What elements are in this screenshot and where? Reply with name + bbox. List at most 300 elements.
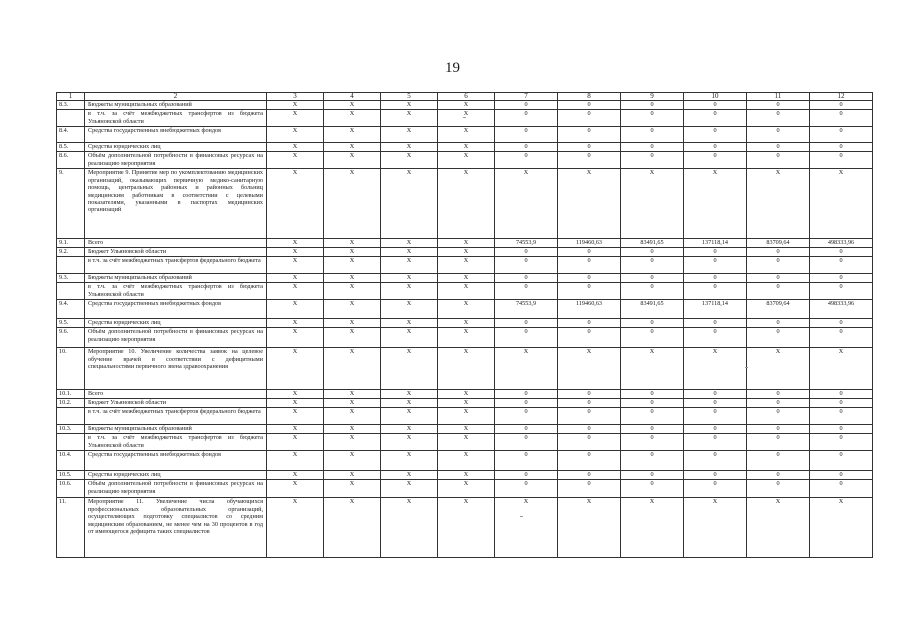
- value-cell: 0: [747, 248, 810, 257]
- value-cell: 0: [558, 328, 621, 348]
- value-cell: 0: [621, 248, 684, 257]
- scan-speck: [463, 117, 466, 118]
- value-cell: X: [267, 399, 324, 408]
- row-name: Бюджеты муниципальных образований: [85, 425, 267, 434]
- value-cell: X: [438, 451, 495, 471]
- table-row: [57, 283, 873, 300]
- value-cell: X: [267, 101, 324, 110]
- value-cell: 0: [810, 143, 873, 152]
- value-cell: X: [381, 257, 438, 274]
- value-cell: X: [324, 239, 381, 248]
- row-name: Объём дополнительной потребности в финансовых ресурсах на реализацию мероприятия: [85, 328, 267, 348]
- value-cell: 0: [810, 274, 873, 283]
- value-cell: 0: [621, 101, 684, 110]
- row-name: Всего: [85, 239, 267, 248]
- value-cell: X: [381, 498, 438, 558]
- value-cell: X: [381, 425, 438, 434]
- value-cell: 83491,65: [621, 300, 684, 319]
- row-name: Всего: [85, 390, 267, 399]
- row-number: 8.3.: [57, 101, 85, 110]
- value-cell: X: [324, 300, 381, 319]
- value-cell: 0: [810, 319, 873, 328]
- value-cell: X: [438, 348, 495, 390]
- value-cell: 0: [621, 471, 684, 480]
- value-cell: 0: [810, 390, 873, 399]
- value-cell: 0: [558, 127, 621, 143]
- value-cell: 0: [621, 319, 684, 328]
- value-cell: 0: [747, 319, 810, 328]
- header-cell: 11: [747, 93, 810, 101]
- value-cell: 0: [684, 408, 747, 425]
- value-cell: X: [438, 390, 495, 399]
- row-number: [57, 408, 85, 425]
- value-cell: X: [381, 248, 438, 257]
- value-cell: 0: [684, 425, 747, 434]
- row-number: 9.6.: [57, 328, 85, 348]
- value-cell: X: [324, 471, 381, 480]
- value-cell: 0: [684, 480, 747, 498]
- row-number: 10.6.: [57, 480, 85, 498]
- value-cell: X: [324, 152, 381, 169]
- value-cell: 0: [558, 101, 621, 110]
- table-row: [57, 471, 873, 480]
- value-cell: 0: [558, 390, 621, 399]
- value-cell: X: [324, 425, 381, 434]
- value-cell: 0: [495, 408, 558, 425]
- value-cell: X: [267, 300, 324, 319]
- row-number: 10.: [57, 348, 85, 390]
- value-cell: X: [381, 152, 438, 169]
- value-cell: X: [267, 143, 324, 152]
- value-cell: 0: [747, 399, 810, 408]
- value-cell: X: [438, 498, 495, 558]
- value-cell: X: [495, 498, 558, 558]
- value-cell: X: [381, 274, 438, 283]
- table-row: [57, 300, 873, 319]
- row-number: [57, 110, 85, 127]
- value-cell: 0: [684, 319, 747, 328]
- table-body: [57, 93, 873, 558]
- row-name: в т.ч. за счёт межбюджетных трансфертов из бюджета Ульяновской области: [85, 283, 267, 300]
- value-cell: X: [558, 169, 621, 239]
- value-cell: 0: [621, 425, 684, 434]
- row-number: 9.3.: [57, 274, 85, 283]
- value-cell: X: [324, 274, 381, 283]
- table-row: [57, 169, 873, 239]
- value-cell: X: [324, 451, 381, 471]
- value-cell: 0: [558, 408, 621, 425]
- value-cell: 0: [684, 451, 747, 471]
- row-number: 9.2.: [57, 248, 85, 257]
- value-cell: X: [381, 239, 438, 248]
- table-row: [57, 257, 873, 274]
- value-cell: 0: [684, 110, 747, 127]
- value-cell: 0: [495, 399, 558, 408]
- value-cell: X: [438, 152, 495, 169]
- table-row: [57, 399, 873, 408]
- header-row: [57, 93, 873, 101]
- row-number: 8.5.: [57, 143, 85, 152]
- funding-table: [56, 92, 873, 558]
- value-cell: X: [747, 498, 810, 558]
- header-cell: 10: [684, 93, 747, 101]
- value-cell: 0: [621, 143, 684, 152]
- value-cell: X: [267, 348, 324, 390]
- value-cell: X: [684, 498, 747, 558]
- value-cell: 0: [495, 451, 558, 471]
- value-cell: 0: [558, 283, 621, 300]
- value-cell: 0: [621, 451, 684, 471]
- value-cell: 0: [810, 110, 873, 127]
- value-cell: X: [267, 425, 324, 434]
- header-cell: 9: [621, 93, 684, 101]
- value-cell: 0: [810, 434, 873, 451]
- value-cell: X: [267, 319, 324, 328]
- value-cell: 0: [495, 110, 558, 127]
- value-cell: 74553,9: [495, 300, 558, 319]
- scan-speck: [745, 367, 748, 368]
- row-number: 10.4.: [57, 451, 85, 471]
- value-cell: X: [381, 348, 438, 390]
- table-row: [57, 498, 873, 558]
- row-name: Бюджеты муниципальных образований: [85, 101, 267, 110]
- row-number: [57, 434, 85, 451]
- value-cell: 0: [684, 152, 747, 169]
- value-cell: 0: [621, 480, 684, 498]
- row-name: Средства юридических лиц: [85, 319, 267, 328]
- value-cell: X: [438, 471, 495, 480]
- value-cell: X: [267, 498, 324, 558]
- value-cell: X: [267, 390, 324, 399]
- value-cell: X: [438, 274, 495, 283]
- value-cell: X: [495, 348, 558, 390]
- value-cell: X: [381, 480, 438, 498]
- row-number: 9.5.: [57, 319, 85, 328]
- value-cell: X: [267, 408, 324, 425]
- value-cell: 0: [747, 390, 810, 399]
- value-cell: 0: [495, 425, 558, 434]
- header-cell: 3: [267, 93, 324, 101]
- value-cell: X: [438, 434, 495, 451]
- value-cell: X: [381, 110, 438, 127]
- value-cell: 0: [747, 283, 810, 300]
- row-name: Средства государственных внебюджетных фондов: [85, 300, 267, 319]
- value-cell: X: [621, 498, 684, 558]
- value-cell: X: [324, 257, 381, 274]
- table-row: [57, 248, 873, 257]
- table-row: [57, 408, 873, 425]
- row-name: Средства юридических лиц: [85, 471, 267, 480]
- value-cell: X: [381, 169, 438, 239]
- value-cell: 0: [495, 143, 558, 152]
- row-name: в т.ч. за счёт межбюджетных трансфертов из бюджета Ульяновской области: [85, 434, 267, 451]
- value-cell: 0: [810, 152, 873, 169]
- value-cell: X: [438, 328, 495, 348]
- value-cell: X: [324, 434, 381, 451]
- value-cell: 0: [810, 101, 873, 110]
- value-cell: X: [324, 498, 381, 558]
- value-cell: X: [324, 101, 381, 110]
- value-cell: X: [438, 169, 495, 239]
- value-cell: X: [438, 248, 495, 257]
- scan-speck: [520, 516, 523, 517]
- row-name: Средства государственных внебюджетных фондов: [85, 127, 267, 143]
- value-cell: 0: [810, 127, 873, 143]
- value-cell: X: [558, 498, 621, 558]
- value-cell: 0: [747, 425, 810, 434]
- value-cell: 0: [747, 143, 810, 152]
- value-cell: X: [381, 319, 438, 328]
- value-cell: X: [267, 328, 324, 348]
- value-cell: X: [747, 348, 810, 390]
- value-cell: X: [438, 101, 495, 110]
- row-number: 10.2.: [57, 399, 85, 408]
- value-cell: 0: [558, 257, 621, 274]
- table-row: [57, 451, 873, 471]
- value-cell: 0: [747, 257, 810, 274]
- header-cell: 1: [57, 93, 85, 101]
- value-cell: X: [267, 480, 324, 498]
- value-cell: X: [267, 248, 324, 257]
- value-cell: X: [438, 425, 495, 434]
- row-number: 11.: [57, 498, 85, 558]
- value-cell: 0: [558, 143, 621, 152]
- header-cell: 4: [324, 93, 381, 101]
- value-cell: X: [381, 451, 438, 471]
- value-cell: X: [381, 328, 438, 348]
- header-cell: 7: [495, 93, 558, 101]
- table-row: [57, 274, 873, 283]
- value-cell: X: [810, 169, 873, 239]
- value-cell: X: [438, 143, 495, 152]
- value-cell: X: [324, 408, 381, 425]
- value-cell: 0: [621, 257, 684, 274]
- table-row: [57, 110, 873, 127]
- value-cell: 137118,14: [684, 300, 747, 319]
- value-cell: X: [438, 319, 495, 328]
- value-cell: 0: [495, 471, 558, 480]
- value-cell: 0: [684, 471, 747, 480]
- value-cell: 0: [495, 319, 558, 328]
- value-cell: 0: [810, 283, 873, 300]
- value-cell: X: [324, 127, 381, 143]
- value-cell: 0: [747, 274, 810, 283]
- value-cell: 0: [684, 434, 747, 451]
- value-cell: 0: [495, 274, 558, 283]
- value-cell: 0: [810, 328, 873, 348]
- value-cell: X: [324, 480, 381, 498]
- value-cell: 0: [558, 399, 621, 408]
- value-cell: 0: [495, 127, 558, 143]
- row-number: 10.5.: [57, 471, 85, 480]
- table-row: [57, 101, 873, 110]
- row-number: [57, 283, 85, 300]
- value-cell: 0: [558, 319, 621, 328]
- value-cell: 0: [621, 390, 684, 399]
- value-cell: 0: [495, 248, 558, 257]
- table-row: [57, 425, 873, 434]
- table-row: [57, 480, 873, 498]
- header-cell: 12: [810, 93, 873, 101]
- value-cell: 0: [684, 283, 747, 300]
- value-cell: 0: [558, 471, 621, 480]
- value-cell: X: [381, 434, 438, 451]
- header-cell: 5: [381, 93, 438, 101]
- value-cell: 0: [684, 390, 747, 399]
- value-cell: 0: [621, 328, 684, 348]
- header-cell: 8: [558, 93, 621, 101]
- value-cell: 0: [747, 152, 810, 169]
- value-cell: X: [438, 257, 495, 274]
- value-cell: X: [381, 408, 438, 425]
- value-cell: 0: [621, 152, 684, 169]
- value-cell: 0: [621, 408, 684, 425]
- value-cell: 0: [684, 127, 747, 143]
- value-cell: X: [381, 471, 438, 480]
- value-cell: X: [381, 390, 438, 399]
- value-cell: X: [747, 169, 810, 239]
- value-cell: 498333,96: [810, 300, 873, 319]
- value-cell: 119460,63: [558, 239, 621, 248]
- value-cell: X: [267, 434, 324, 451]
- value-cell: 0: [558, 248, 621, 257]
- value-cell: 74553,9: [495, 239, 558, 248]
- value-cell: 0: [495, 152, 558, 169]
- value-cell: 0: [621, 127, 684, 143]
- value-cell: 0: [621, 110, 684, 127]
- value-cell: 0: [747, 127, 810, 143]
- table-row: [57, 152, 873, 169]
- table-row: [57, 434, 873, 451]
- value-cell: X: [810, 498, 873, 558]
- row-number: 9.: [57, 169, 85, 239]
- row-name: Бюджет Ульяновской области: [85, 399, 267, 408]
- table-row: [57, 143, 873, 152]
- value-cell: X: [381, 127, 438, 143]
- page-number: 19: [445, 60, 460, 76]
- value-cell: X: [438, 127, 495, 143]
- value-cell: X: [381, 399, 438, 408]
- table-row: [57, 239, 873, 248]
- row-name: Мероприятие 11. Увеличение числа обучающихся профессиональных образовательных организаций, осуществляющих подготовку специалистов со средним медицинским образованием, не менее чем на 30 процентов в год от имеющегося дефицита таких специалистов: [85, 498, 267, 558]
- value-cell: X: [267, 471, 324, 480]
- row-name: в т.ч. за счёт межбюджетных трансфертов федерального бюджета: [85, 408, 267, 425]
- value-cell: X: [267, 169, 324, 239]
- value-cell: X: [381, 283, 438, 300]
- value-cell: X: [438, 239, 495, 248]
- table-row: [57, 319, 873, 328]
- value-cell: X: [381, 143, 438, 152]
- value-cell: X: [558, 348, 621, 390]
- value-cell: 0: [558, 110, 621, 127]
- value-cell: 0: [684, 328, 747, 348]
- table-row: [57, 348, 873, 390]
- row-number: 10.3.: [57, 425, 85, 434]
- value-cell: 0: [684, 248, 747, 257]
- value-cell: X: [684, 169, 747, 239]
- value-cell: 0: [684, 274, 747, 283]
- value-cell: X: [324, 283, 381, 300]
- table-row: [57, 390, 873, 399]
- value-cell: X: [324, 319, 381, 328]
- value-cell: 83709,64: [747, 239, 810, 248]
- value-cell: X: [810, 348, 873, 390]
- row-name: Средства государственных внебюджетных фондов: [85, 451, 267, 471]
- value-cell: 0: [747, 451, 810, 471]
- value-cell: 0: [558, 152, 621, 169]
- value-cell: X: [621, 348, 684, 390]
- value-cell: X: [267, 110, 324, 127]
- value-cell: 0: [558, 274, 621, 283]
- value-cell: X: [324, 169, 381, 239]
- value-cell: 83709,64: [747, 300, 810, 319]
- value-cell: X: [684, 348, 747, 390]
- value-cell: 0: [495, 434, 558, 451]
- value-cell: X: [438, 300, 495, 319]
- row-name: Средства юридических лиц: [85, 143, 267, 152]
- row-number: 9.1.: [57, 239, 85, 248]
- row-number: 8.6.: [57, 152, 85, 169]
- value-cell: 0: [747, 480, 810, 498]
- value-cell: 0: [747, 408, 810, 425]
- value-cell: X: [267, 257, 324, 274]
- table-row: [57, 127, 873, 143]
- value-cell: 0: [495, 101, 558, 110]
- value-cell: X: [324, 143, 381, 152]
- row-number: 10.1.: [57, 390, 85, 399]
- header-cell: 2: [85, 93, 267, 101]
- value-cell: X: [324, 348, 381, 390]
- value-cell: 0: [810, 399, 873, 408]
- value-cell: X: [621, 169, 684, 239]
- value-cell: X: [267, 239, 324, 248]
- header-cell: 6: [438, 93, 495, 101]
- value-cell: 0: [810, 408, 873, 425]
- value-cell: 0: [747, 434, 810, 451]
- row-name: Мероприятие 9. Принятие мер по укомплектованию медицинских организаций, оказывающих первичную медико-санитарную помощь, центральных районных и районных больниц медицинским работникам в соответствии с целевыми показателями, указанными в паспортах медицинских организаций: [85, 169, 267, 239]
- value-cell: X: [267, 127, 324, 143]
- value-cell: 0: [495, 283, 558, 300]
- value-cell: 0: [684, 143, 747, 152]
- value-cell: 0: [684, 257, 747, 274]
- value-cell: 0: [621, 434, 684, 451]
- value-cell: X: [267, 274, 324, 283]
- value-cell: 0: [747, 471, 810, 480]
- value-cell: 0: [558, 434, 621, 451]
- value-cell: 0: [684, 399, 747, 408]
- value-cell: X: [324, 248, 381, 257]
- value-cell: 0: [810, 480, 873, 498]
- row-name: Объём дополнительной потребности в финансовых ресурсах на реализацию мероприятия: [85, 152, 267, 169]
- row-name: Бюджеты муниципальных образований: [85, 274, 267, 283]
- value-cell: 0: [810, 425, 873, 434]
- row-name: в т.ч. за счёт межбюджетных трансфертов федерального бюджета: [85, 257, 267, 274]
- value-cell: 0: [495, 390, 558, 399]
- row-name: Объём дополнительной потребности в финансовых ресурсах на реализацию мероприятия: [85, 480, 267, 498]
- value-cell: X: [324, 328, 381, 348]
- row-name: Бюджет Ульяновской области: [85, 248, 267, 257]
- value-cell: X: [267, 152, 324, 169]
- value-cell: X: [381, 300, 438, 319]
- value-cell: X: [438, 110, 495, 127]
- row-name: Мероприятие 10. Увеличение количества заявок на целевое обучение врачей в соответствии с дефицитными специальностями первичного звена здравоохранения: [85, 348, 267, 390]
- value-cell: 0: [810, 248, 873, 257]
- value-cell: 83491,65: [621, 239, 684, 248]
- value-cell: X: [438, 480, 495, 498]
- value-cell: 0: [747, 328, 810, 348]
- value-cell: 0: [621, 399, 684, 408]
- value-cell: 0: [495, 328, 558, 348]
